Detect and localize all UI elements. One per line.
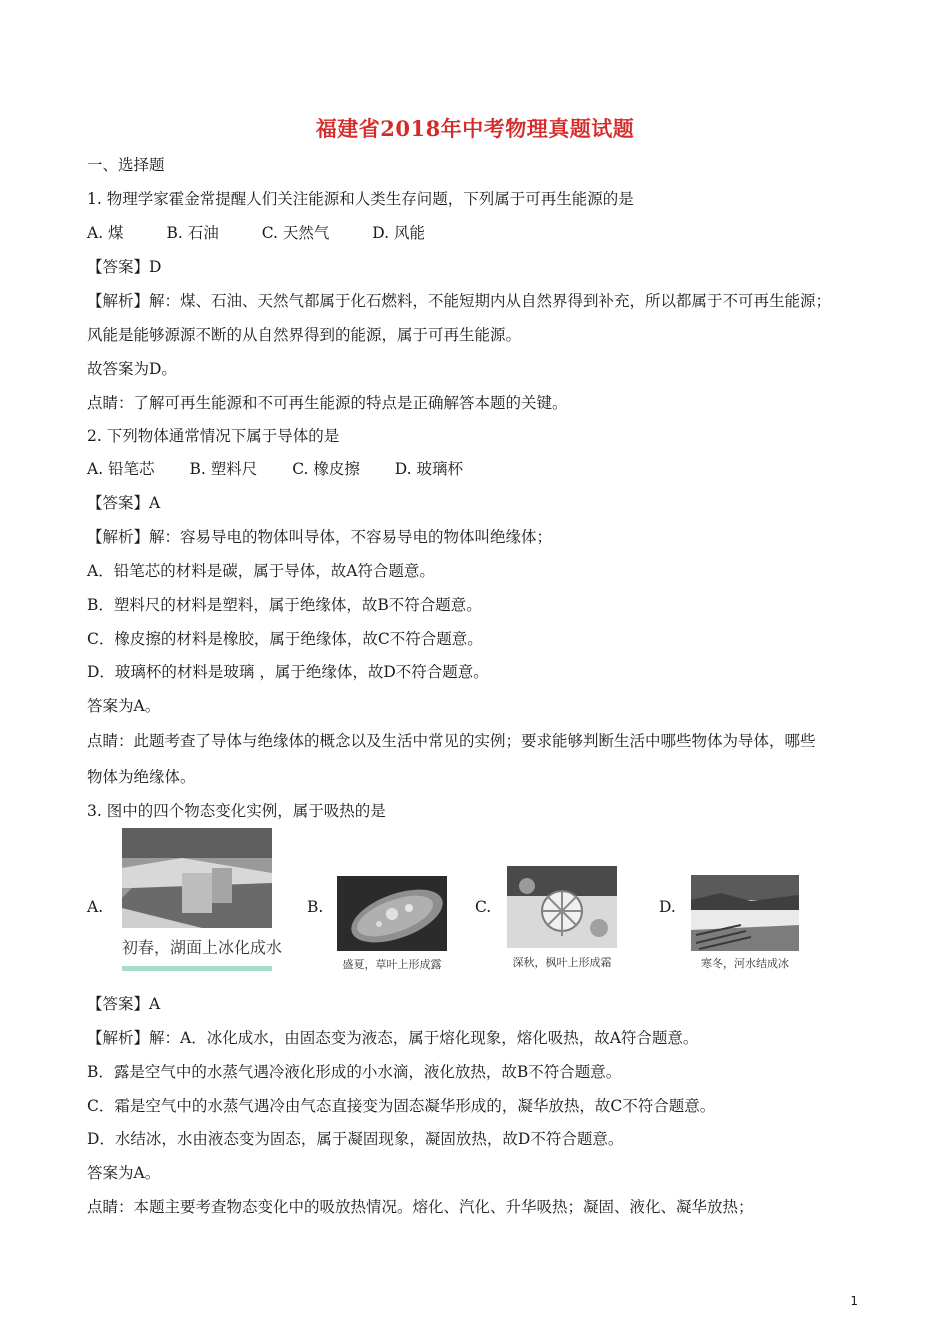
q1-analysis: 【解析】解：煤、石油、天然气都属于化石燃料，不能短期内从自然界得到补充，所以都属于不可再生能源； <box>87 292 832 310</box>
q3-figure-row <box>87 828 847 978</box>
q3-caption-d: 寒冬，河水结成冰 <box>701 957 789 970</box>
q1-option-b: B. 石油 <box>166 224 219 242</box>
q2-tip: 点睛：此题考查了导体与绝缘体的概念以及生活中常见的实例；要求能够判断生活中哪些物体为导体，哪些 <box>87 732 816 750</box>
q3-stem: 3. 图中的四个物态变化实例，属于吸热的是 <box>87 802 386 820</box>
q3-analysis-d: D．水结冰，水由液态变为固态，属于凝固现象，凝固放热，故D不符合题意。 <box>87 1130 624 1148</box>
q3-image-a <box>122 828 283 973</box>
q1-answer: 【答案】D <box>87 258 162 276</box>
q2-analysis-d: D．玻璃杯的材料是玻璃 ，属于绝缘体，故D不符合题意。 <box>87 663 489 681</box>
q3-image-d <box>691 875 799 975</box>
q2-analysis-c: C．橡皮擦的材料是橡胶，属于绝缘体，故C不符合题意。 <box>87 630 483 648</box>
q2-options <box>87 458 493 480</box>
q3-caption-a: 初春，湖面上冰化成水 <box>122 938 283 957</box>
q2-option-a: A. 铅笔芯 <box>87 460 155 478</box>
q3-label-b: B. <box>307 898 324 916</box>
q3-label-c: C. <box>475 898 492 916</box>
frost-leaf-photo <box>507 866 617 948</box>
q3-tip: 点睛：本题主要考查物态变化中的吸放热情况。熔化、汽化、升华吸热；凝固、液化、凝华放热； <box>87 1198 754 1216</box>
q3-analysis-c: C．霜是空气中的水蒸气遇冷由气态直接变为固态凝华形成的，凝华放热，故C不符合题意。 <box>87 1097 716 1115</box>
q3-label-d: D. <box>659 898 676 916</box>
q2-answer: 【答案】A <box>87 494 161 512</box>
q2-tip-cont: 物体为绝缘体。 <box>87 768 196 786</box>
frozen-river-photo <box>691 875 799 951</box>
q3-caption-c: 深秋，枫叶上形成霜 <box>512 956 612 969</box>
q3-analysis-b: B．露是空气中的水蒸气遇冷液化形成的小水滴，液化放热，故B不符合题意。 <box>87 1063 622 1081</box>
q3-caption-b: 盛夏，草叶上形成露 <box>342 958 442 971</box>
q1-analysis-cont: 风能是能够源源不断的从自然界得到的能源，属于可再生能源。 <box>87 326 522 344</box>
section-heading: 一、选择题 <box>87 156 165 174</box>
q3-answer: 【答案】A <box>87 995 161 1013</box>
q1-option-d: D. 风能 <box>372 224 426 242</box>
page-number: 1 <box>850 1294 858 1308</box>
q2-analysis-a: A．铅笔芯的材料是碳，属于导体，故A符合题意。 <box>87 562 435 580</box>
q1-options <box>87 222 463 244</box>
q3-conclusion: 答案为A。 <box>87 1164 161 1182</box>
page-title: 福建省2018年中考物理真题试题 <box>315 116 635 141</box>
dew-leaf-photo <box>337 876 447 951</box>
q3-label-a: A. <box>87 898 104 916</box>
q1-option-a: A. 煤 <box>87 224 124 242</box>
q2-analysis: 【解析】解：容易导电的物体叫导体，不容易导电的物体叫绝缘体； <box>87 528 553 546</box>
q1-option-c: C. 天然气 <box>261 224 330 242</box>
q1-conclusion: 故答案为D。 <box>87 360 177 378</box>
q1-tip: 点睛：了解可再生能源和不可再生能源的特点是正确解答本题的关键。 <box>87 394 568 412</box>
q1-stem: 1. 物理学家霍金常提醒人们关注能源和人类生存问题，下列属于可再生能源的是 <box>87 190 634 208</box>
q2-option-b: B. 塑料尺 <box>189 460 258 478</box>
q2-option-d: D. 玻璃杯 <box>394 460 464 478</box>
q2-conclusion: 答案为A。 <box>87 697 161 715</box>
q2-stem: 2. 下列物体通常情况下属于导体的是 <box>87 427 340 445</box>
q3-image-c <box>507 866 617 976</box>
q2-option-c: C. 橡皮擦 <box>292 460 360 478</box>
q3-image-b <box>337 876 447 976</box>
q2-analysis-b: B．塑料尺的材料是塑料，属于绝缘体，故B不符合题意。 <box>87 596 482 614</box>
q3-analysis: 【解析】解：A．冰化成水，由固态变为液态，属于熔化现象，熔化吸热，故A符合题意。 <box>87 1029 699 1047</box>
